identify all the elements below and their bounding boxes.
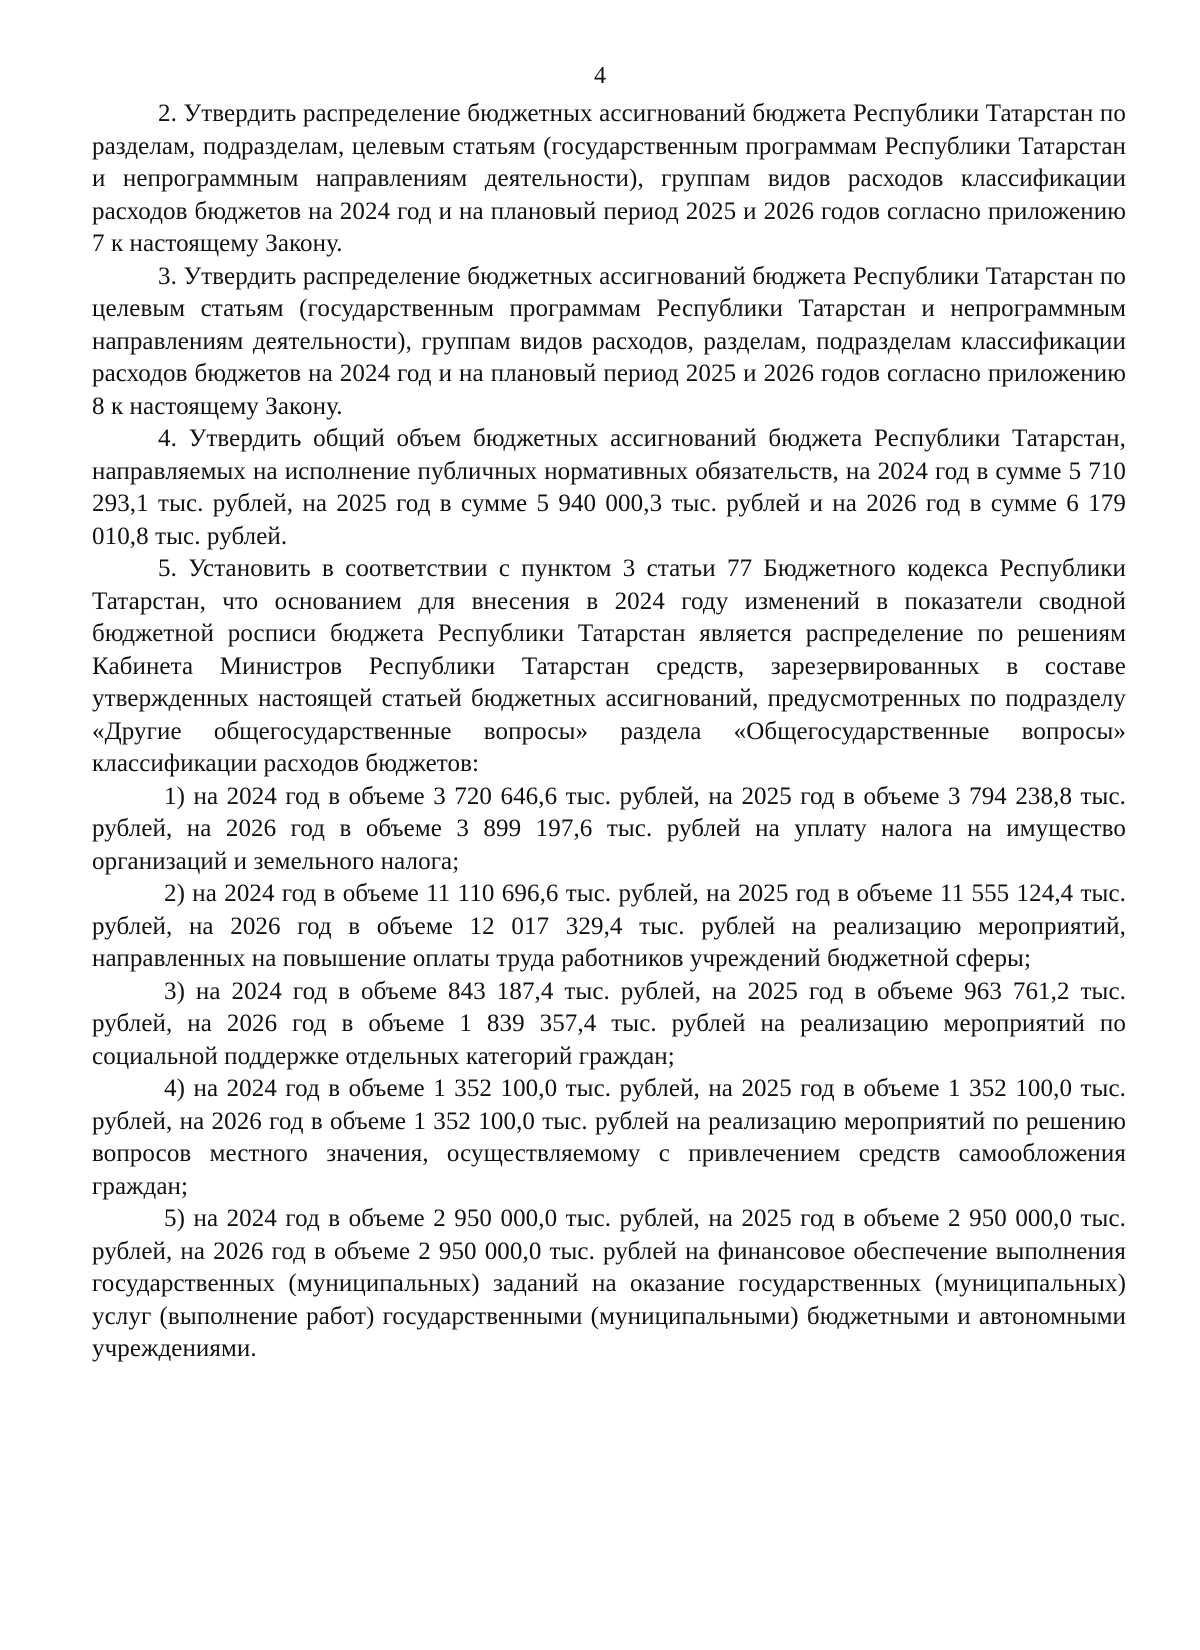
paragraph-2: 2. Утвердить распределение бюджетных ассигнований бюджета Республики Татарстан по разделам, подразделам, целевым статьям (государственным программам Республики Татарстан и непрограммным направлениям деятельности), группам видов расходов классификации расходов бюджетов на 2024 год и на плановый период 2025 и 2026 годов согласно приложению 7 к настоящему Закону.: [92, 100, 1126, 257]
subparagraph-5-4: 4) на 2024 год в объеме 1 352 100,0 тыс. рублей, на 2025 год в объеме 1 352 100,0 тыс. рублей, на 2026 год в объеме 1 352 100,0 тыс. рублей на реализацию мероприятий по решению вопросов местного значения, осуществляемому с привлечением средств самообложения граждан;: [92, 1075, 1126, 1200]
subparagraph-5-5: 5) на 2024 год в объеме 2 950 000,0 тыс. рублей, на 2025 год в объеме 2 950 000,0 тыс. рублей, на 2026 год в объеме 2 950 000,0 тыс. рублей на финансовое обеспечение выполнения государственных (муниципальных) заданий на оказание государственных (муниципальных) услуг (выполнение работ) государственными (муниципальными) бюджетными и автономными учреждениями.: [92, 1205, 1126, 1362]
subparagraph-5-1: 1) на 2024 год в объеме 3 720 646,6 тыс. рублей, на 2025 год в объеме 3 794 238,8 тыс. рублей, на 2026 год в объеме 3 899 197,6 тыс. рублей на уплату налога на имущество организаций и земельного налога;: [92, 782, 1126, 875]
subparagraph-5-2: 2) на 2024 год в объеме 11 110 696,6 тыс. рублей, на 2025 год в объеме 11 555 124,4 тыс. рублей, на 2026 год в объеме 12 017 329,4 тыс. рублей на реализацию мероприятий, направленных на повышение оплаты труда работников учреждений бюджетной сферы;: [92, 880, 1126, 972]
paragraph-3: 3. Утвердить распределение бюджетных ассигнований бюджета Республики Татарстан по целевым статьям (государственным программам Республики Татарстан и непрограммным направлениям деятельности), группам видов расходов, разделам, подразделам классификации расходов бюджетов на 2024 год и на плановый период 2025 и 2026 годов согласно приложению 8 к настоящему Закону.: [92, 262, 1126, 420]
page-number: 4: [594, 63, 606, 89]
document-body: [92, 98, 1126, 1366]
paragraph-5: 5. Установить в соответствии с пунктом 3 статьи 77 Бюджетного кодекса Республики Татарстан, что основанием для внесения в 2024 году изменений в показатели сводной бюджетной росписи бюджета Республики Татарстан является распределение по решениям Кабинета Министров Республики Татарстан средств, зарезервированных в составе утвержденных настоящей статьей бюджетных ассигнований, предусмотренных по подразделу «Другие общегосударственные вопросы» раздела «Общегосударственные вопросы» классификации расходов бюджетов:: [92, 555, 1126, 777]
paragraph-4: 4. Утвердить общий объем бюджетных ассигнований бюджета Республики Татарстан, направляемых на исполнение публичных нормативных обязательств, на 2024 год в сумме 5 710 293,1 тыс. рублей, на 2025 год в сумме 5 940 000,3 тыс. рублей и на 2026 год в сумме 6 179 010,8 тыс. рублей.: [92, 425, 1126, 550]
subparagraph-5-3: 3) на 2024 год в объеме 843 187,4 тыс. рублей, на 2025 год в объеме 963 761,2 тыс. рублей, на 2026 год в объеме 1 839 357,4 тыс. рублей на реализацию мероприятий по социальной поддержке отдельных категорий граждан;: [92, 977, 1126, 1070]
